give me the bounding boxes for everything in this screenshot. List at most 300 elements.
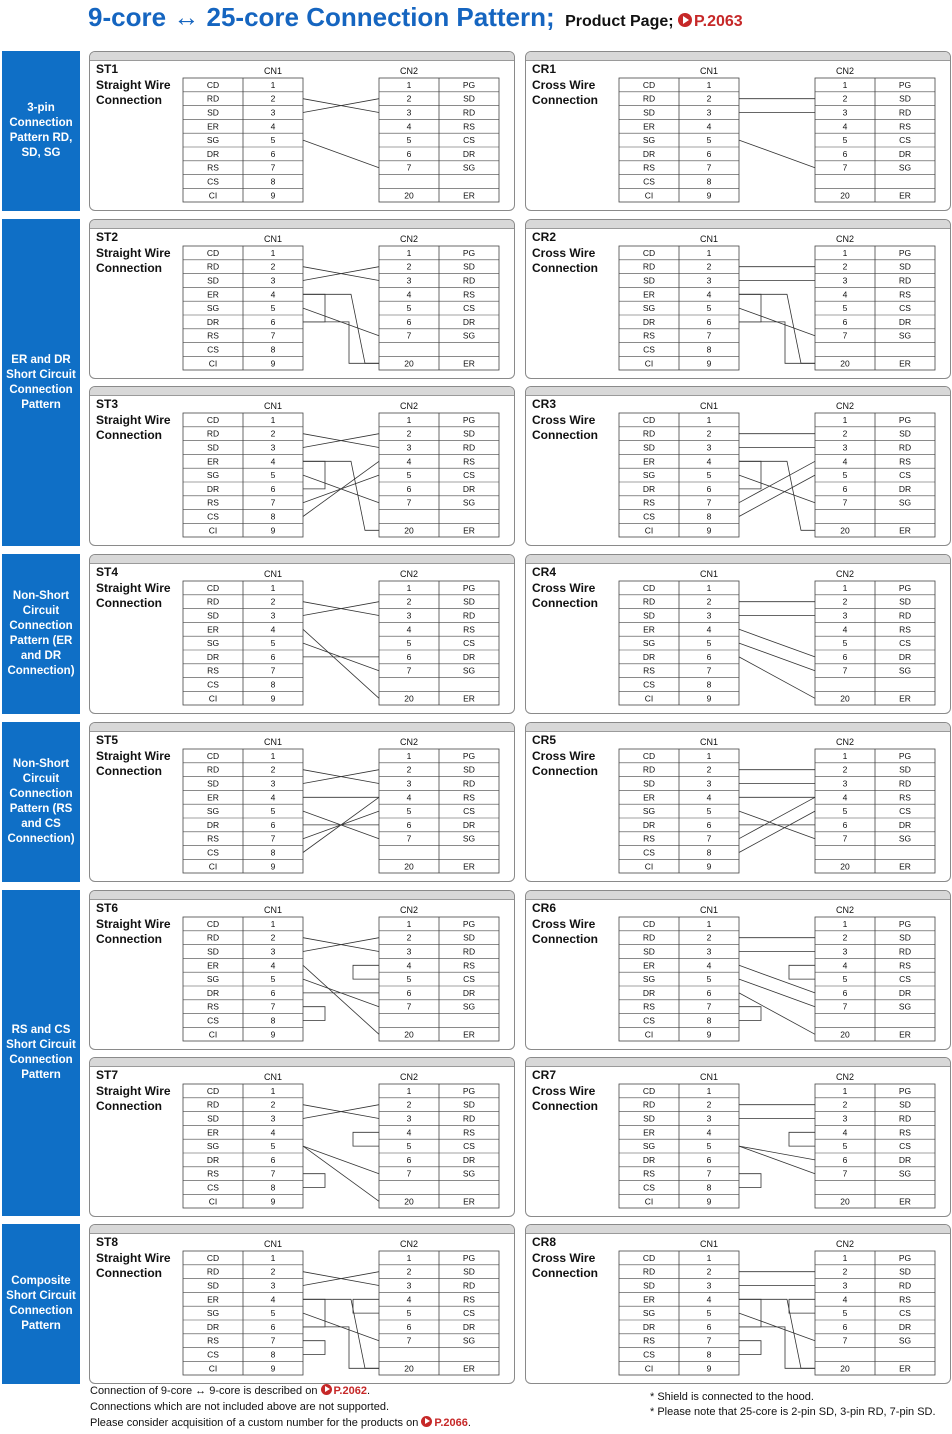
cn1-cell: 7 (270, 665, 276, 676)
wire (303, 1007, 325, 1021)
cn2-cell: 3 (406, 275, 412, 286)
cn2-cell: PG (898, 750, 912, 761)
cn2-cell: ER (899, 1029, 911, 1040)
cn2-cell: SD (463, 93, 475, 104)
section-label-non-short-er-dr: Non-Short Circuit Connection Pattern (ER and DR Connection) (2, 554, 80, 714)
cn1-cell: CS (643, 1349, 655, 1360)
cn2-cell: 20 (404, 861, 414, 872)
cn2-header: CN2 (835, 737, 855, 747)
cn2-cell: DR (898, 1321, 912, 1332)
cn2-cell: 3 (842, 1280, 848, 1291)
cn2-cell: 2 (842, 93, 848, 104)
cn2-cell: SG (898, 833, 912, 844)
cn2-cell: RD (462, 778, 476, 789)
product-page-link[interactable]: P.2063 (694, 13, 743, 30)
cn1-cell: 7 (706, 1168, 712, 1179)
cn1-cell: 3 (706, 1113, 712, 1124)
cn1-cell: CS (643, 847, 655, 858)
panel-cr4 (525, 554, 951, 714)
pattern-code: CR1 (532, 62, 557, 76)
cn2-cell: RD (898, 1280, 912, 1291)
cn2-cell: 4 (842, 960, 848, 971)
cn2-cell: SG (462, 1168, 476, 1179)
arrow-right-icon (321, 1384, 332, 1395)
cn2-header: CN2 (835, 1072, 855, 1082)
cn2-cell: DR (462, 316, 476, 327)
cn1-cell: 9 (706, 1363, 712, 1374)
cn1-cell: RS (643, 1168, 655, 1179)
cn1-cell: CS (207, 344, 219, 355)
cn2-cell: 6 (842, 483, 848, 494)
cn1-cell: 6 (706, 316, 712, 327)
pattern-description: Cross Wire Connection (532, 581, 598, 610)
cn1-cell: RD (206, 596, 220, 607)
cn1-cell: CS (207, 847, 219, 858)
cn2-cell: CS (463, 638, 475, 649)
cn2-cell: 3 (842, 946, 848, 957)
panel-st4 (89, 554, 515, 714)
cn1-cell: 7 (270, 497, 276, 508)
cn2-cell: RD (462, 1113, 476, 1124)
cn1-header: CN1 (263, 401, 283, 411)
section-label-er-dr-short: ER and DR Short Circuit Connection Pattern (2, 219, 80, 546)
cn1-cell: 9 (270, 1196, 276, 1207)
pattern-code: CR7 (532, 1068, 557, 1082)
cn2-cell: RS (899, 960, 911, 971)
link-p2062[interactable]: P.2062 (333, 1385, 367, 1397)
cn1-cell: 3 (270, 778, 276, 789)
pattern-description: Straight Wire Connection (96, 413, 171, 442)
cn1-cell: 2 (270, 764, 276, 775)
cn1-cell: 5 (706, 974, 712, 985)
cn2-cell: 20 (404, 358, 414, 369)
cn2-cell: ER (899, 693, 911, 704)
pattern-code: ST3 (96, 397, 119, 411)
cn1-cell: 8 (270, 847, 276, 858)
cn1-cell: 5 (706, 1308, 712, 1319)
cn1-cell: 1 (706, 414, 712, 425)
cn1-cell: SD (207, 442, 219, 453)
cn2-cell: DR (462, 651, 476, 662)
panel-cr1 (525, 51, 951, 211)
panel-cr8 (525, 1224, 951, 1384)
cn2-cell: SD (463, 428, 475, 439)
cn2-cell: 2 (842, 932, 848, 943)
wire (739, 1146, 815, 1160)
cn2-cell: CS (899, 1141, 911, 1152)
cn2-cell: DR (898, 1154, 912, 1165)
cn1-cell: 7 (706, 833, 712, 844)
cn1-cell: 4 (270, 792, 276, 803)
cn1-cell: 3 (706, 946, 712, 957)
cn2-cell: 1 (406, 414, 412, 425)
cn1-cell: SG (642, 303, 656, 314)
pattern-description: Straight Wire Connection (96, 1251, 171, 1280)
connection-diagram (526, 220, 951, 379)
cn1-cell: 3 (706, 1280, 712, 1291)
cn1-cell: 9 (270, 693, 276, 704)
cn2-cell: 7 (842, 330, 848, 341)
cn2-cell: RS (463, 960, 475, 971)
cn1-cell: 4 (270, 1294, 276, 1305)
cn1-cell: 7 (270, 833, 276, 844)
cn2-cell: PG (462, 79, 476, 90)
cn1-cell: 5 (706, 638, 712, 649)
wire (739, 657, 815, 698)
connection-diagram (90, 891, 515, 1050)
cn1-cell: RS (207, 833, 219, 844)
cn2-cell: CS (463, 1308, 475, 1319)
cn2-cell: SG (898, 330, 912, 341)
cn2-cell: PG (898, 1252, 912, 1263)
wire (303, 1299, 379, 1368)
cn2-cell: RD (898, 442, 912, 453)
wire (303, 322, 379, 363)
cn1-cell: 8 (706, 511, 712, 522)
cn2-cell: PG (898, 582, 912, 593)
cn2-cell: 4 (406, 1294, 412, 1305)
cn2-cell: 1 (406, 918, 412, 929)
cn2-cell: 20 (404, 1196, 414, 1207)
pattern-description: Straight Wire Connection (96, 1084, 171, 1113)
cn2-cell: ER (463, 358, 475, 369)
wire (303, 1327, 379, 1368)
cn2-cell: ER (463, 1029, 475, 1040)
cn2-header: CN2 (835, 401, 855, 411)
cn2-cell: CS (899, 470, 911, 481)
cn2-cell: 5 (842, 303, 848, 314)
cn2-cell: SG (898, 1001, 912, 1012)
cn2-cell: 4 (842, 121, 848, 132)
cn1-cell: 4 (706, 624, 712, 635)
cn1-cell: 5 (270, 470, 276, 481)
cn2-cell: SD (463, 596, 475, 607)
cn2-cell: 7 (842, 1335, 848, 1346)
wire (739, 1341, 761, 1355)
cn2-cell: RS (463, 1127, 475, 1138)
cn1-cell: 2 (270, 93, 276, 104)
cn1-cell: RS (643, 665, 655, 676)
cn2-cell: 20 (840, 693, 850, 704)
cn1-cell: 9 (706, 1196, 712, 1207)
cn2-cell: RD (462, 610, 476, 621)
cn1-cell: 4 (706, 456, 712, 467)
cn1-cell: SD (207, 1280, 219, 1291)
cn1-cell: ER (207, 960, 219, 971)
cn1-cell: SG (206, 974, 220, 985)
cn2-cell: 1 (842, 1252, 848, 1263)
cn1-header: CN1 (699, 1072, 719, 1082)
cn1-cell: 6 (706, 483, 712, 494)
cn2-cell: 3 (842, 442, 848, 453)
cn2-cell: 5 (406, 806, 412, 817)
cn2-cell: 6 (406, 148, 412, 159)
cn1-cell: DR (642, 483, 656, 494)
cn1-cell: CI (644, 1196, 654, 1207)
cn2-cell: SD (463, 261, 475, 272)
page-header (88, 2, 743, 42)
cn1-cell: 3 (706, 107, 712, 118)
wire (739, 461, 815, 502)
cn1-cell: 9 (706, 861, 712, 872)
cn2-cell: 20 (840, 525, 850, 536)
cn2-cell: 20 (840, 358, 850, 369)
connection-diagram (90, 723, 515, 882)
cn1-cell: 7 (706, 665, 712, 676)
connection-diagram (90, 387, 515, 546)
pattern-code: CR8 (532, 1235, 557, 1249)
cn2-cell: 20 (404, 190, 414, 201)
cn2-cell: SG (898, 497, 912, 508)
cn1-cell: 4 (270, 624, 276, 635)
connection-diagram (526, 387, 951, 546)
cn2-cell: 6 (406, 987, 412, 998)
connection-diagram (526, 1058, 951, 1217)
cn1-cell: 8 (706, 344, 712, 355)
cn1-cell: 8 (706, 847, 712, 858)
cn2-cell: ER (463, 190, 475, 201)
wire (303, 629, 379, 698)
cn2-cell: 7 (406, 330, 412, 341)
cn1-header: CN1 (699, 569, 719, 579)
cn2-cell: SG (462, 1335, 476, 1346)
cn2-cell: 4 (842, 1127, 848, 1138)
cn1-cell: RD (642, 1266, 656, 1277)
cn1-cell: CI (208, 1029, 218, 1040)
cn1-cell: SG (206, 135, 220, 146)
cn1-cell: ER (643, 624, 655, 635)
cn2-cell: CS (463, 135, 475, 146)
cn1-cell: CI (644, 525, 654, 536)
cn1-cell: 4 (706, 121, 712, 132)
pattern-description: Cross Wire Connection (532, 246, 598, 275)
cn2-cell: SD (899, 764, 911, 775)
cn1-header: CN1 (699, 401, 719, 411)
cn1-cell: CS (643, 176, 655, 187)
cn1-cell: 5 (270, 806, 276, 817)
cn2-cell: PG (898, 414, 912, 425)
cn1-cell: 6 (270, 1154, 276, 1165)
cn2-cell: 5 (842, 1308, 848, 1319)
cn1-cell: SG (642, 806, 656, 817)
cn1-cell: ER (643, 960, 655, 971)
cn2-cell: 3 (842, 778, 848, 789)
cn1-header: CN1 (699, 905, 719, 915)
cn1-cell: CD (642, 750, 656, 761)
cn2-cell: ER (899, 525, 911, 536)
cn2-cell: RD (898, 778, 912, 789)
cn2-header: CN2 (835, 905, 855, 915)
cn1-cell: CS (643, 1015, 655, 1026)
cn1-cell: 2 (706, 428, 712, 439)
cn2-cell: RS (899, 289, 911, 300)
cn1-cell: 1 (706, 79, 712, 90)
cn2-cell: 7 (842, 1001, 848, 1012)
wire (789, 1132, 815, 1146)
cn1-cell: SD (207, 610, 219, 621)
cn2-cell: 1 (842, 582, 848, 593)
panel-st6 (89, 890, 515, 1050)
pin-note: * Please note that 25-core is 2-pin SD, 3-pin RD, 7-pin SD. (650, 1406, 936, 1418)
cn1-cell: 1 (706, 918, 712, 929)
cn2-cell: CS (899, 974, 911, 985)
arrow-right-icon (421, 1416, 432, 1427)
cn1-cell: 1 (706, 1252, 712, 1263)
cn2-cell: 4 (406, 121, 412, 132)
cn1-cell: CD (642, 582, 656, 593)
cn1-cell: 2 (706, 764, 712, 775)
cn2-cell: RS (899, 624, 911, 635)
wire (739, 979, 815, 1007)
pattern-code: ST5 (96, 733, 119, 747)
cn1-cell: SG (206, 303, 220, 314)
cn1-header: CN1 (263, 66, 283, 76)
cn2-cell: 1 (406, 1252, 412, 1263)
link-p2066[interactable]: P.2066 (434, 1417, 468, 1429)
cn1-cell: RD (206, 1099, 220, 1110)
cn1-cell: RS (207, 665, 219, 676)
cn2-cell: 2 (842, 1099, 848, 1110)
wire (739, 1007, 761, 1021)
cn1-cell: RD (642, 596, 656, 607)
cn1-cell: 2 (270, 1099, 276, 1110)
cn1-cell: RD (206, 428, 220, 439)
cn1-cell: 4 (706, 960, 712, 971)
cn2-cell: 2 (406, 428, 412, 439)
wire (739, 294, 815, 363)
pattern-code: ST1 (96, 62, 119, 76)
cn1-cell: CD (206, 1085, 220, 1096)
wire (303, 965, 379, 1034)
cn1-cell: ER (207, 121, 219, 132)
cn2-cell: PG (462, 1252, 476, 1263)
cn2-cell: DR (462, 148, 476, 159)
cn1-cell: SD (207, 1113, 219, 1124)
cn2-cell: 3 (406, 107, 412, 118)
cn1-cell: 2 (270, 596, 276, 607)
cn2-cell: RS (463, 792, 475, 803)
cn2-cell: ER (899, 190, 911, 201)
cn1-cell: ER (207, 1127, 219, 1138)
cn1-cell: 9 (270, 861, 276, 872)
cn2-cell: 1 (406, 582, 412, 593)
cn2-header: CN2 (399, 1072, 419, 1082)
cn1-cell: 1 (270, 247, 276, 258)
cn1-cell: 5 (270, 135, 276, 146)
wire (353, 1299, 379, 1313)
cn1-cell: 3 (706, 275, 712, 286)
cn1-cell: SD (643, 610, 655, 621)
cn1-cell: 9 (706, 190, 712, 201)
wire (739, 322, 815, 363)
cn1-cell: 4 (270, 960, 276, 971)
cn1-header: CN1 (263, 1072, 283, 1082)
cn1-cell: CD (642, 1252, 656, 1263)
cn2-cell: 1 (842, 750, 848, 761)
cn1-cell: SG (642, 974, 656, 985)
cn2-cell: CS (899, 638, 911, 649)
cn2-cell: 1 (406, 750, 412, 761)
wire (739, 1327, 815, 1368)
cn1-cell: SG (642, 1141, 656, 1152)
cn2-cell: 6 (842, 651, 848, 662)
cn1-cell: CS (643, 344, 655, 355)
cn1-cell: DR (642, 651, 656, 662)
cn1-cell: 7 (270, 330, 276, 341)
cn2-cell: 1 (842, 918, 848, 929)
cn1-cell: RS (643, 330, 655, 341)
cn2-cell: 7 (842, 665, 848, 676)
wire (739, 1299, 761, 1327)
cn1-cell: 8 (270, 1349, 276, 1360)
cn2-cell: 20 (840, 1196, 850, 1207)
cn1-header: CN1 (699, 66, 719, 76)
pattern-code: CR5 (532, 733, 557, 747)
pattern-code: ST7 (96, 1068, 119, 1082)
cn2-cell: 20 (840, 190, 850, 201)
cn1-cell: 2 (270, 428, 276, 439)
cn2-cell: 20 (404, 525, 414, 536)
wire (739, 294, 761, 322)
cn2-cell: DR (462, 819, 476, 830)
cn2-cell: 6 (842, 148, 848, 159)
cn1-cell: DR (642, 819, 656, 830)
cn2-cell: 2 (406, 1266, 412, 1277)
wire (303, 1299, 325, 1327)
cn2-cell: 4 (406, 1127, 412, 1138)
wire (739, 797, 815, 838)
arrow-right-icon (678, 13, 692, 27)
cn2-cell: 1 (406, 247, 412, 258)
cn2-cell: DR (898, 148, 912, 159)
cn2-cell: 2 (406, 1099, 412, 1110)
cn2-cell: RS (463, 1294, 475, 1305)
cn1-cell: 4 (706, 1127, 712, 1138)
cn2-cell: 4 (842, 289, 848, 300)
cn1-cell: CD (206, 750, 220, 761)
cn2-cell: 6 (842, 1321, 848, 1332)
cn2-cell: ER (463, 861, 475, 872)
cn2-cell: 6 (842, 987, 848, 998)
cn2-cell: 2 (842, 428, 848, 439)
cn2-cell: 2 (842, 261, 848, 272)
cn1-cell: RS (207, 1168, 219, 1179)
panel-st1 (89, 51, 515, 211)
cn1-cell: 7 (270, 162, 276, 173)
connection-diagram (526, 555, 951, 714)
cn2-cell: PG (462, 414, 476, 425)
cn2-cell: 4 (406, 289, 412, 300)
pattern-description: Straight Wire Connection (96, 246, 171, 275)
pattern-code: ST2 (96, 230, 119, 244)
cn1-cell: 6 (270, 1321, 276, 1332)
wire (303, 1341, 325, 1355)
cn1-cell: SG (206, 806, 220, 817)
cn2-header: CN2 (399, 1239, 419, 1249)
cn1-cell: 5 (706, 470, 712, 481)
cn2-cell: 1 (842, 1085, 848, 1096)
cn1-cell: CS (207, 1182, 219, 1193)
cn2-cell: DR (898, 316, 912, 327)
cn2-cell: 3 (842, 275, 848, 286)
cn1-cell: 1 (270, 582, 276, 593)
cn2-cell: RD (898, 946, 912, 957)
cn1-cell: 8 (270, 511, 276, 522)
cn1-cell: 8 (706, 1349, 712, 1360)
cn1-cell: RD (206, 932, 220, 943)
cn1-cell: 7 (270, 1168, 276, 1179)
pattern-code: ST4 (96, 565, 119, 579)
